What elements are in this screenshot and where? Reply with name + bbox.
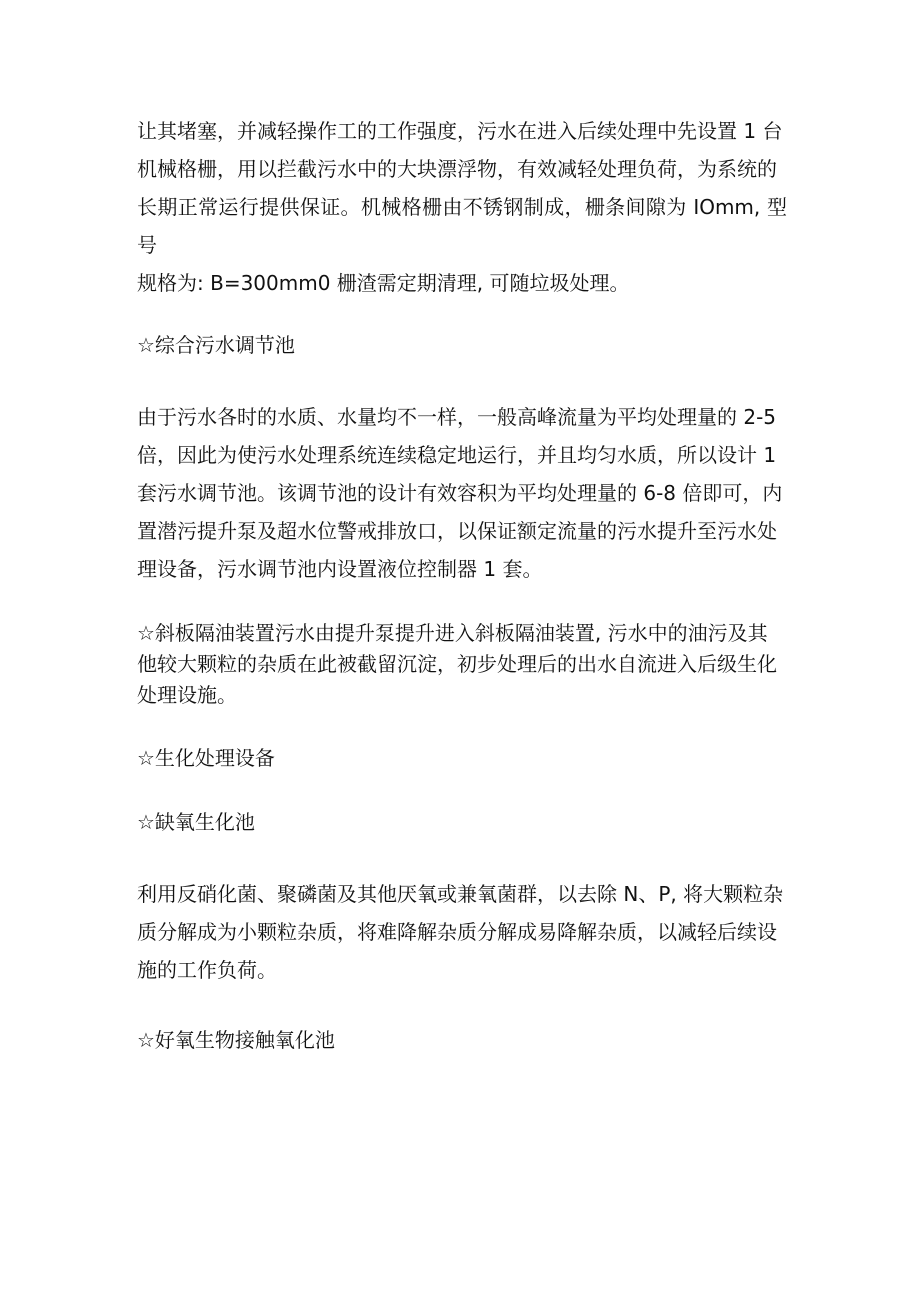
- text-line: 让其堵塞，并减轻操作工的工作强度，污水在进入后续处理中先设置 1 台: [137, 119, 783, 143]
- text-line: 利用反硝化菌、聚磷菌及其他厌氧或兼氧菌群，以去除 N、P, 将大颗粒杂: [137, 882, 784, 906]
- heading-anoxic-tank: ☆缺氧生化池: [137, 810, 255, 834]
- text-line: 理设备，污水调节池内设置液位控制器 1 套。: [137, 557, 543, 581]
- text-line: 长期正常运行提供保证。机械格栅由不锈钢制成，栅条间隙为 IOmm, 型号: [137, 195, 787, 257]
- paragraph-regulating-tank: [137, 398, 787, 588]
- heading-biochemical-equipment: ☆生化处理设备: [137, 746, 275, 770]
- heading-aerobic-tank: ☆好氧生物接触氧化池: [137, 1028, 335, 1052]
- text-line: ☆斜板隔油装置污水由提升泵提升进入斜板隔油装置, 污水中的油污及其: [137, 621, 768, 645]
- text-line: 套污水调节池。该调节池的设计有效容积为平均处理量的 6-8 倍即可，内: [137, 481, 783, 505]
- text-line: 倍，因此为使污水处理系统连续稳定地运行，并且均匀水质，所以设计 1: [137, 443, 777, 467]
- paragraph-oil-separator: [137, 618, 787, 711]
- text-line: 机械格栅，用以拦截污水中的大块漂浮物，有效减轻处理负荷，为系统的: [137, 157, 777, 181]
- text-line: 由于污水各时的水质、水量均不一样，一般高峰流量为平均处理量的 2-5: [137, 405, 777, 429]
- heading-regulating-tank: ☆综合污水调节池: [137, 333, 295, 357]
- paragraph-grille: [137, 112, 787, 302]
- text-line: 置潜污提升泵及超水位警戒排放口，以保证额定流量的污水提升至污水处: [137, 519, 777, 543]
- paragraph-anoxic-tank: [137, 875, 787, 989]
- text-line: 处理设施。: [137, 683, 237, 707]
- text-line: 他较大颗粒的杂质在此被截留沉淀，初步处理后的出水自流进入后级生化: [137, 652, 777, 676]
- text-line: 质分解成为小颗粒杂质，将难降解杂质分解成易降解杂质，以减轻后续设: [137, 920, 777, 944]
- text-line: 施的工作负荷。: [137, 958, 277, 982]
- document-page: [137, 112, 787, 1057]
- text-line: 规格为: B=300mm0 栅渣需定期清理, 可随垃圾处理。: [137, 271, 630, 295]
